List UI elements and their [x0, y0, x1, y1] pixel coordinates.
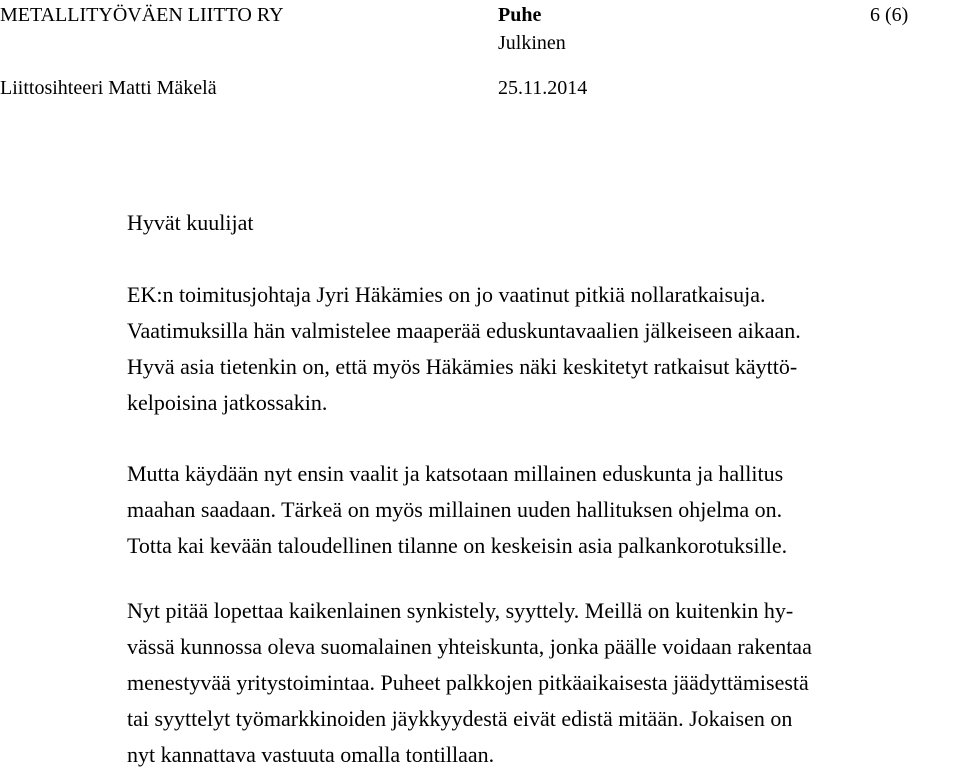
greeting: Hyvät kuulijat: [127, 210, 254, 235]
paragraph: [127, 277, 957, 421]
text-line: Mutta käydään nyt ensin vaalit ja katsotaan millainen eduskunta ja hallitus: [127, 461, 784, 486]
paragraph: [127, 593, 957, 773]
text-line: Totta kai kevään taloudellinen tilanne on keskeisin asia palkankorotuksille.: [127, 533, 788, 558]
page-number: 6 (6): [870, 4, 909, 26]
text-line: tai syyttelyt työmarkkinoiden jäykkyydestä eivät edistä mitään. Jokaisen on: [127, 706, 793, 731]
text-line: vässä kunnossa oleva suomalainen yhteiskunta, jonka päälle voidaan rakentaa: [127, 634, 812, 659]
text-line: EK:n toimitusjohtaja Jyri Häkämies on jo vaatinut pitkiä nollaratkaisuja.: [127, 282, 766, 307]
text-line: Vaatimuksilla hän valmistelee maaperää eduskuntavaalien jälkeiseen aikaan.: [127, 318, 801, 343]
document-type: Puhe: [498, 4, 542, 26]
text-line: nyt kannattava vastuuta omalla tontillaan.: [127, 742, 495, 767]
author: Liittosihteeri Matti Mäkelä: [0, 77, 217, 99]
document-date: 25.11.2014: [498, 77, 588, 99]
text-line: menestyvää yritystoimintaa. Puheet palkkojen pitkäaikaisesta jäädyttämisestä: [127, 670, 809, 695]
classification: Julkinen: [498, 32, 566, 54]
text-line: kelpoisina jatkossakin.: [127, 390, 328, 415]
text-line: maahan saadaan. Tärkeä on myös millainen uuden hallituksen ohjelma on.: [127, 497, 783, 522]
organization-name: METALLITYÖVÄEN LIITTO RY: [0, 4, 284, 26]
paragraph: [127, 456, 957, 564]
text-line: Nyt pitää lopettaa kaikenlainen synkistely, syyttely. Meillä on kuitenkin hy-: [127, 598, 794, 623]
text-line: Hyvä asia tietenkin on, että myös Häkämies näki keskitetyt ratkaisut käyttö-: [127, 354, 798, 379]
